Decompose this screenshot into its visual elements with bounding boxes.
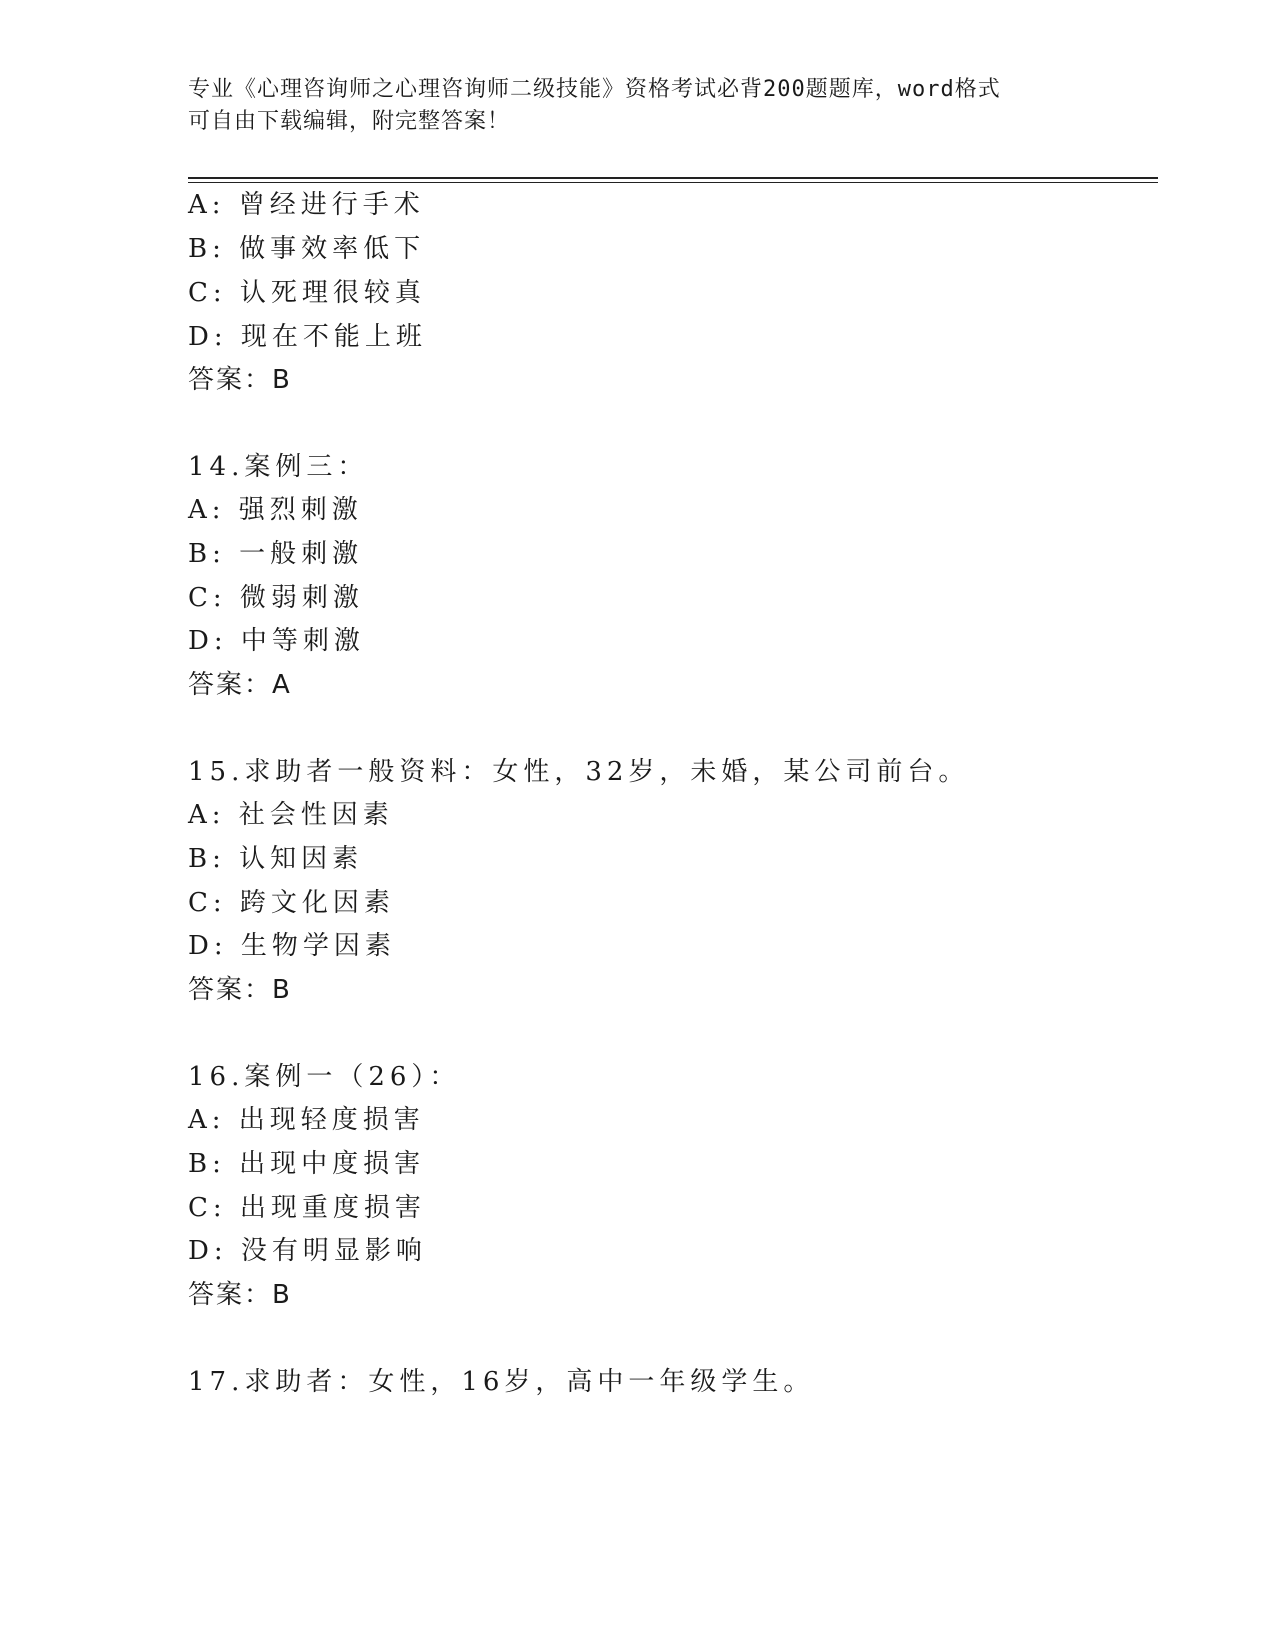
- q15-option-d: D: 生物学因素: [188, 931, 396, 961]
- q15-option-b: B: 认知因素: [188, 844, 364, 874]
- header-line-2: 可自由下载编辑，附完整答案！: [188, 109, 511, 134]
- header-divider-thick: [188, 177, 1158, 179]
- q16-answer: 答案：B: [188, 1280, 292, 1310]
- q14-option-d: D: 中等刺激: [188, 626, 365, 656]
- q16-option-b: B: 出现中度损害: [188, 1149, 426, 1179]
- q14-answer: 答案：A: [188, 670, 292, 700]
- document-header: [188, 74, 1068, 138]
- q13-answer: 答案：B: [188, 365, 292, 395]
- header-line-1: 专业《心理咨询师之心理咨询师二级技能》资格考试必背200题题库，word格式: [188, 77, 1001, 102]
- q15-answer: 答案：B: [188, 975, 292, 1005]
- q16-option-c: C: 出现重度损害: [188, 1193, 426, 1223]
- q13-option-a: A: 曾经进行手术: [188, 190, 425, 220]
- q15-option-c: C: 跨文化因素: [188, 888, 395, 918]
- q13-option-d: D: 现在不能上班: [188, 322, 427, 352]
- q17-stem: 17.求助者：女性，16岁，高中一年级学生。: [188, 1367, 815, 1397]
- q13-option-c: C: 认死理很较真: [188, 278, 426, 308]
- q14-option-c: C: 微弱刺激: [188, 583, 364, 613]
- q15-option-a: A: 社会性因素: [188, 800, 394, 830]
- q16-stem: 16.案例一（26）：: [188, 1062, 461, 1092]
- q15-stem: 15.求助者一般资料：女性，32岁，未婚，某公司前台。: [188, 757, 970, 787]
- q14-option-b: B: 一般刺激: [188, 539, 364, 569]
- q16-option-a: A: 出现轻度损害: [188, 1105, 425, 1135]
- q16-option-d: D: 没有明显影响: [188, 1236, 427, 1266]
- q14-option-a: A: 强烈刺激: [188, 495, 363, 525]
- q14-stem: 14.案例三：: [188, 452, 369, 482]
- q13-option-b: B: 做事效率低下: [188, 234, 426, 264]
- header-divider-thin: [188, 182, 1158, 183]
